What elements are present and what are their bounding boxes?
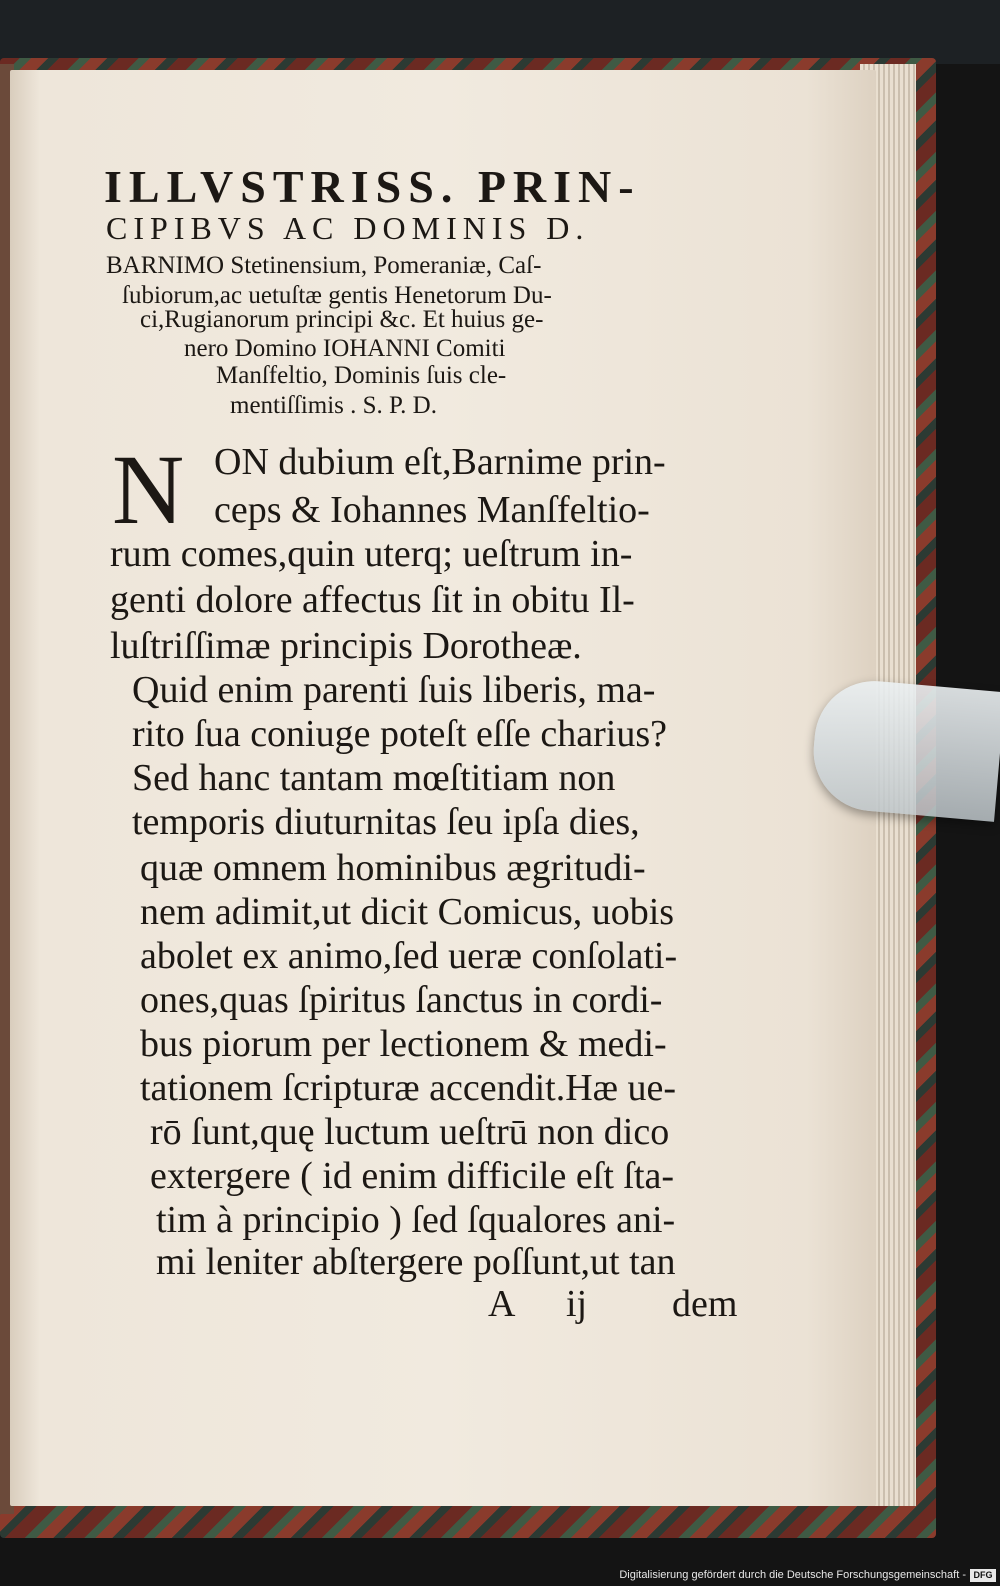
heading-line-3: BARNIMO Stetinensium, Pomeraniæ, Caſ- <box>106 252 542 279</box>
signature-number: ij <box>566 1283 588 1325</box>
body-line: nem adimit,ut dicit Comicus, uobis <box>140 891 675 933</box>
catchword: dem <box>672 1283 738 1325</box>
body-line: luſtriſſimæ principis Dorotheæ. <box>110 625 582 667</box>
heading-line-8: mentiſſimis . S. P. D. <box>230 392 437 419</box>
body-line: temporis diuturnitas ſeu ipſa dies, <box>132 801 640 843</box>
body-line: Quid enim parenti ſuis liberis, ma- <box>132 669 656 711</box>
signature-mark: A <box>488 1283 516 1325</box>
body-line: tim à principio ) ſed ſqualores ani- <box>156 1199 676 1241</box>
body-line: rito ſua coniuge poteſt eſſe charius? <box>132 713 667 755</box>
body-line: ON dubium eſt,Barnime prin- <box>214 441 666 483</box>
body-line: extergere ( id enim difficile eſt ſta- <box>150 1155 675 1197</box>
heading-line-1: ILLVSTRISS. PRIN- <box>104 161 641 212</box>
dfg-logo-icon: DFG <box>970 1569 996 1582</box>
body-line: quæ omnem hominibus ægritudi- <box>140 847 646 889</box>
heading-line-2: CIPIBVS AC DOMINIS D. <box>106 210 590 246</box>
body-line: genti dolore affectus ſit in obitu Il- <box>110 579 635 621</box>
body-line: Sed hanc tantam mœſtitiam non <box>132 757 616 799</box>
drop-capital: N <box>112 434 185 545</box>
body-line: ones,quas ſpiritus ſanctus in cordi- <box>140 979 663 1021</box>
background-top <box>0 0 1000 64</box>
body-line: bus piorum per lectionem & medi- <box>140 1023 667 1065</box>
body-line: rum comes,quin uterq; ueſtrum in- <box>110 533 633 575</box>
heading-line-5: ci,Rugianorum principi &c. Et huius ge- <box>140 306 544 333</box>
funding-credit: Digitalisierung gefördert durch die Deutsche Forschungsgemeinschaft - <box>619 1569 966 1581</box>
heading-line-4: ſubiorum,ac uetuſtæ gentis Henetorum Du- <box>122 282 552 309</box>
body-line: mi leniter abſtergere poſſunt,ut tan <box>156 1241 676 1283</box>
heading-line-7: Manſfeltio, Dominis ſuis cle- <box>216 362 507 389</box>
body-line: abolet ex animo,ſed ueræ conſolati- <box>140 935 678 977</box>
body-line: rō ſunt,quę luctum ueſtrū non dico <box>150 1111 670 1153</box>
body-line: tationem ſcripturæ accendit.Hæ ue- <box>140 1067 677 1109</box>
heading-line-6: nero Domino IOHANNI Comiti <box>184 335 506 362</box>
body-line: ceps & Iohannes Manſfeltio- <box>214 489 650 531</box>
